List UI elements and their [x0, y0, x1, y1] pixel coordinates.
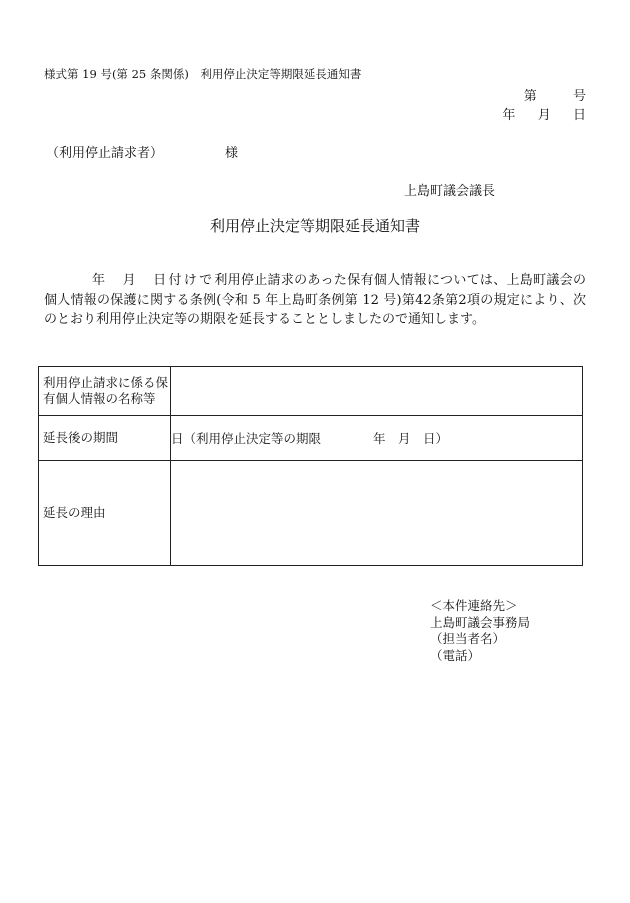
table-row [39, 461, 583, 566]
body-date-prefix: 年 月 日付けで [92, 273, 215, 288]
sender: 上島町議会議長 [404, 184, 496, 199]
number-label-suffix: 号 [572, 89, 586, 104]
extended-period-label: 延長後の期間 [39, 416, 171, 461]
date-year-label: 年 [502, 108, 516, 123]
addressee [46, 142, 238, 161]
document-date [502, 104, 586, 123]
info-name-value [171, 367, 583, 416]
contact-block [430, 598, 530, 664]
details-table [38, 366, 583, 566]
document-title: 利用停止決定等期限延長通知書 [209, 217, 420, 235]
contact-heading: ＜本件連絡先＞ [430, 598, 518, 613]
contact-phone: （電話） [430, 647, 481, 663]
period-value-part2: 年 月 日） [373, 431, 449, 446]
body-text: 利用停止請求のあった保有個人情報については、上島町議会の個人情報の保護に関する条例(令和 5 年上島町条例第 12 号)第42条第2項の規定により、次のとおり利用停止決定等の期限を延長することとしましたので通知します。 [44, 273, 586, 327]
extended-period-value [171, 416, 583, 461]
document-number [524, 85, 586, 104]
form-identifier: 様式第 19 号(第 25 条関係) 利用停止決定等期限延長通知書 [44, 67, 362, 81]
table-row [39, 416, 583, 461]
info-name-label: 利用停止請求に係る保有個人情報の名称等 [39, 367, 171, 416]
contact-office: 上島町議会事務局 [430, 614, 531, 630]
period-value-part1: 日（利用停止決定等の期限 [171, 431, 322, 446]
extension-reason-value [171, 461, 583, 566]
date-day-label: 日 [572, 108, 586, 123]
date-month-label: 月 [537, 108, 551, 123]
addressee-label: （利用停止請求者） [46, 146, 164, 161]
contact-person: （担当者名） [430, 631, 506, 646]
table-row [39, 367, 583, 416]
extension-reason-label: 延長の理由 [39, 461, 171, 566]
addressee-honorific: 様 [225, 146, 239, 161]
number-label-first: 第 [523, 89, 537, 104]
body-paragraph [44, 271, 586, 330]
